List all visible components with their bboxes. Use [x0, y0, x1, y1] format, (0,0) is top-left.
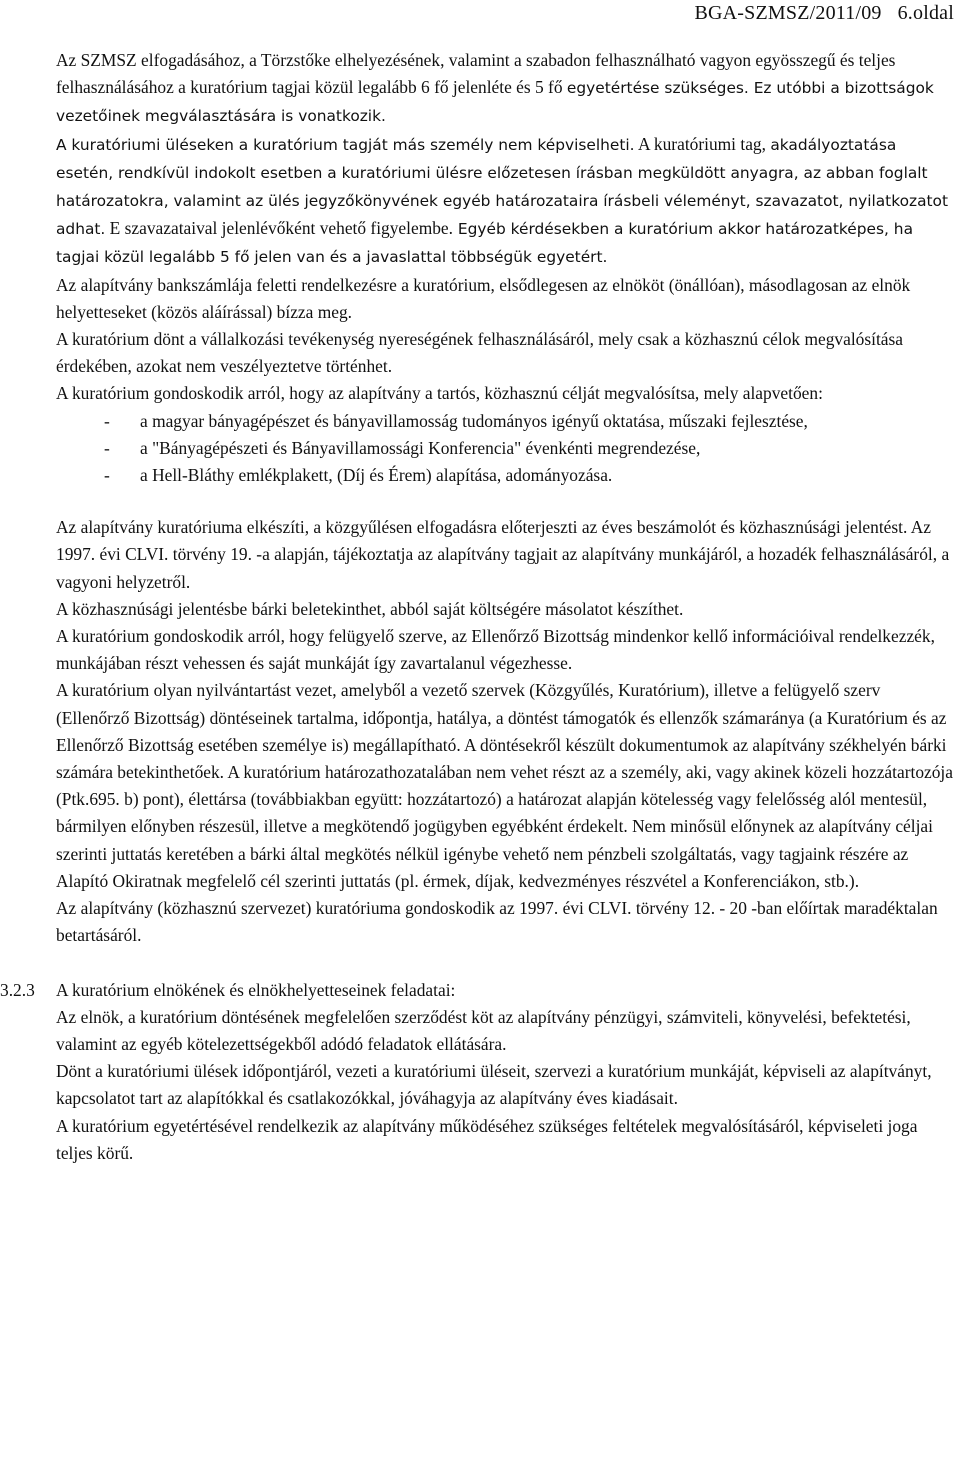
paragraph-bank-account: Az alapítvány bankszámlája feletti rendelkezésre a kuratórium, elsődlegesen az elnököt (önállóan), másodlagosan az elnök helyetteseket (közös aláírással) bízza meg. [56, 274, 911, 322]
paragraph-supervisory-body: A kuratórium gondoskodik arról, hogy felügyelő szerve, az Ellenőrző Bizottság mindenkor kellő információival rendelkezzék, munkájában részt vehessen és saját munkáját így zavartalanul végezhesse. [56, 626, 935, 674]
paragraph-president-conditions: A kuratórium egyetértésével rendelkezik az alapítvány működéséhez szükséges feltételek megvalósításáról, képviseleti joga teljes körű. [56, 1115, 918, 1163]
section-number: 3.2.3 [0, 979, 35, 1000]
list-item: - a Hell-Bláthy emlékplakett, (Díj és Érem) alapítása, adományozása. [104, 465, 613, 486]
paragraph-records: A kuratórium olyan nyilvántartást vezet, amelyből a vezető szervek (Közgyűlés, Kuratórium), illetve a felügyelő szerv (Ellenőrző Bizottság) döntéseinek tartalma, időpontja, hatálya, a döntést támogatók és ellenzők számaránya (a Kuratórium és az Ellenőrző Bizottság esetében személye is) megállapítható. A döntésekről készült dokumentumok az alapítvány székhelyén bárki számára betekinthetőek. A kuratórium határozathozatalában nem vehet részt az a személy, aki, vagy akinek közeli hozzátartozója (Ptk.695. b) pont), élettársa (továbbiakban együtt: hozzátartozó) a határozat alapján kötelesség vagy felelősség alól mentesül, bármilyen előnyben részesül, illetve a megkötendő jogügyben egyébként érdekelt. Nem minősül előnynek az alapítvány céljai szerinti juttatás keretében a bárki által megkötés nélkül igénybe vehető nem pénzbeli szolgáltatás, vagy tagjaink részére az Alapító Okiratnak megfelelő cél szerinti juttatás (pl. érmek, díjak, kedvezményes részvétel a Konferenciákon, stb.). [56, 680, 953, 891]
document-body [0, 47, 956, 1167]
document-id: BGA-SZMSZ/2011/09 [694, 2, 882, 24]
paragraph-quorum: Az SZMSZ elfogadásához, a Törzstőke elhelyezésének, valamint a szabadon felhasználható vagyon egyösszegű és teljes felhasználásához a kuratórium tagjai közül legalább 6 fő jelenléte és 5 fő egyetértése szükséges. Ez utóbbi a bizottságok vezetőinek megválasztására is vonatkozik. [56, 50, 934, 126]
paragraph-annual-report: Az alapítvány kuratóriuma elkészíti, a közgyűlésen elfogadásra előterjeszti az éves beszámolót és közhasznúsági jelentést. Az 1997. évi CLVI. törvény 19. -a alapján, tájékoztatja az alapítvány tagjait az alapítvány munkájáról, a hozadék felhasználásáról, a vagyoni helyzetről. [56, 517, 950, 592]
list-item: - a "Bányagépészeti és Bányavillamossági Konferencia" évenkénti megrendezése, [104, 437, 701, 458]
section-title: A kuratórium elnökének és elnökhelyetteseinek feladatai: [56, 979, 456, 1000]
paragraph-president-meetings: Dönt a kuratóriumi ülések időpontjáról, vezeti a kuratóriumi üléseit, szervezi a kuratórium munkáját, képviseli az alapítványt, kapcsolatot tart az alapítókkal és csatlakozókkal, jóváhagyja az alapítvány éves kiadásait. [56, 1061, 932, 1109]
purpose-list [56, 408, 956, 490]
list-item: - a magyar bányagépészet és bányavillamosság tudományos igényű oktatása, műszaki fejlesztése, [104, 410, 808, 431]
paragraph-report-access: A közhasznúsági jelentésbe bárki beletekinthet, abból saját költségére másolatot készíthet. [56, 598, 684, 619]
paragraph-president-contracts: Az elnök, a kuratórium döntésének megfelelően szerződést köt az alapítvány pénzügyi, számviteli, könyvelési, befektetési, valamint az egyéb kötelezettségekből adódó feladatok ellátására. [56, 1006, 911, 1054]
page-number: 6.oldal [897, 2, 954, 24]
page-header [694, 2, 954, 25]
paragraph-representation: A kuratóriumi üléseken a kuratórium tagját más személy nem képviselheti. A kuratóriumi tag, akadályoztatása esetén, rendkívül indokolt esetben a kuratóriumi ülésre előzetesen írásban megküldött anyagra, az abban foglalt határozatokra, valamint az ülés jegyzőkönyvének egyéb határozataira írásbeli véleményt, szavazatot, nyilatkozatot adhat. E szavazataival jelenlévőként vehető figyelembe. Egyéb kérdésekben a kuratórium akkor határozatképes, ha tagjai közül legalább 5 fő jelen van és a javaslattal többségük egyetért. [56, 133, 948, 267]
paragraph-compliance: Az alapítvány (közhasznú szervezet) kuratóriuma gondoskodik az 1997. évi CLVI. törvény 12. - 20 -ban előírtak maradéktalan betartásáról. [56, 898, 938, 946]
paragraph-purpose: A kuratórium gondoskodik arról, hogy az alapítvány a tartós, közhasznú célját megvalósítsa, mely alapvetően: [56, 383, 823, 404]
spacer [56, 489, 956, 514]
section-heading [0, 977, 956, 1004]
paragraph-business-profit: A kuratórium dönt a vállalkozási tevékenység nyereségének felhasználásáról, mely csak a közhasznú célok megvalósítása érdekében, azokat nem veszélyeztetve történhet. [56, 329, 903, 377]
